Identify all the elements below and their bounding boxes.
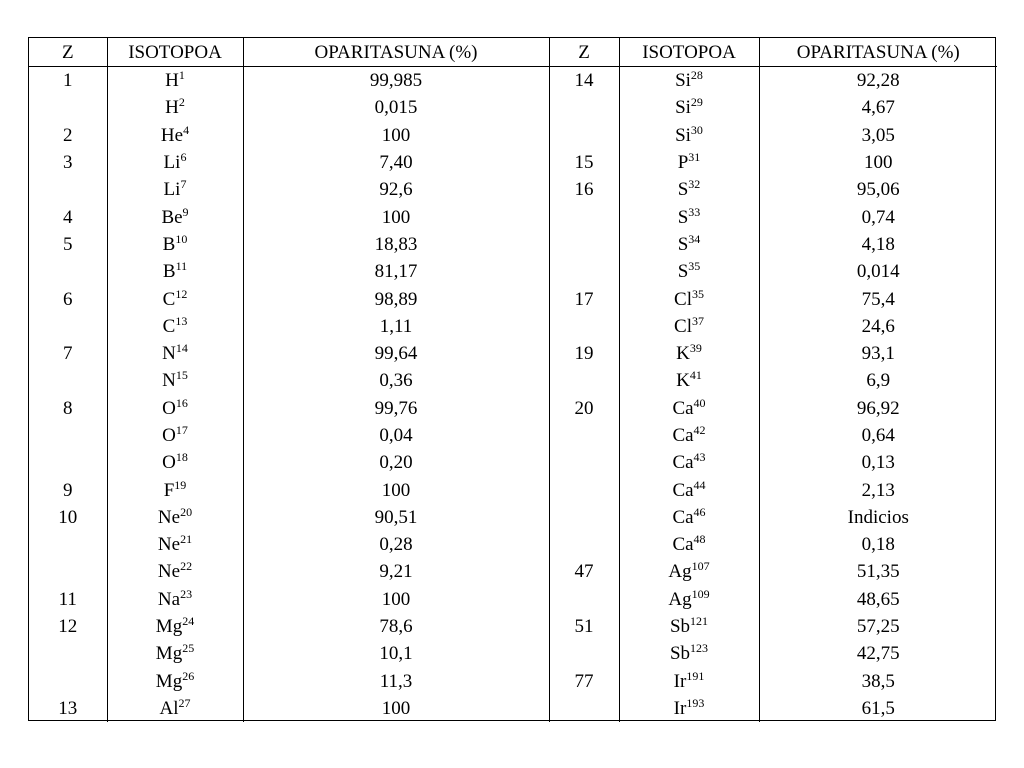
isotope-left <box>107 176 243 203</box>
mass-number: 23 <box>180 586 193 601</box>
isotope-left <box>107 640 243 667</box>
element-symbol: K <box>676 343 690 365</box>
header-z-left: Z <box>29 38 107 67</box>
mass-number: 7 <box>180 177 187 192</box>
table-row <box>29 176 997 203</box>
element-symbol: H <box>165 97 179 119</box>
isotope-left <box>107 149 243 176</box>
header-row <box>29 38 997 67</box>
isotope-right <box>619 449 759 476</box>
mass-number: 27 <box>178 695 191 710</box>
element-symbol: Mg <box>155 616 183 638</box>
atomic-number-left <box>29 558 107 585</box>
abundance-left: 10,1 <box>243 640 549 667</box>
table-row <box>29 476 997 503</box>
isotope-right <box>619 67 759 95</box>
isotope-right <box>619 94 759 121</box>
element-symbol: Si <box>675 97 691 119</box>
isotope-right <box>619 586 759 613</box>
mass-number: 42 <box>693 423 706 437</box>
mass-number: 25 <box>182 641 195 656</box>
mass-number: 191 <box>686 668 705 683</box>
atomic-number-left: 13 <box>58 697 78 719</box>
isotope-right <box>619 558 759 585</box>
table-row <box>29 340 997 367</box>
abundance-left: 18,83 <box>243 231 549 258</box>
element-symbol: He <box>160 124 184 146</box>
atomic-number-right <box>549 504 619 531</box>
element-symbol: Be <box>161 206 183 228</box>
table-row <box>29 613 997 640</box>
mass-number: 24 <box>182 614 195 629</box>
element-symbol: Mg <box>155 670 183 692</box>
isotope-right <box>619 640 759 667</box>
mass-number: 40 <box>693 395 706 410</box>
abundance-left: 78,6 <box>243 613 549 640</box>
abundance-right: 4,18 <box>759 231 997 258</box>
atomic-number-left: 4 <box>63 206 73 228</box>
isotope-left <box>107 504 243 531</box>
isotope-right <box>619 149 759 176</box>
abundance-left: 81,17 <box>243 258 549 285</box>
header-abundance-right: OPARITASUNA (%) <box>759 38 997 67</box>
isotope-right <box>619 504 759 531</box>
isotope-left <box>107 231 243 258</box>
abundance-right: 0,64 <box>759 422 997 449</box>
isotope-left <box>107 476 243 503</box>
element-symbol: Sb <box>669 616 691 638</box>
header-isotope-left: ISOTOPOA <box>107 38 243 67</box>
abundance-left: 7,40 <box>243 149 549 176</box>
abundance-left: 1,11 <box>243 313 549 340</box>
atomic-number-left: 6 <box>63 288 73 310</box>
abundance-left: 0,28 <box>243 531 549 558</box>
isotope-right <box>619 695 759 722</box>
abundance-right: 2,13 <box>759 476 997 503</box>
abundance-right: 0,18 <box>759 531 997 558</box>
mass-number: 29 <box>690 95 703 110</box>
isotope-right <box>619 203 759 230</box>
atomic-number-left <box>29 94 107 121</box>
abundance-right: 100 <box>759 149 997 176</box>
element-symbol: Ne <box>157 506 181 528</box>
mass-number: 16 <box>175 395 188 410</box>
atomic-number-left <box>29 176 107 203</box>
element-symbol: Ne <box>157 534 181 556</box>
atomic-number-left: 8 <box>63 397 73 419</box>
abundance-right: Indicios <box>759 504 997 531</box>
abundance-left: 90,51 <box>243 504 549 531</box>
table-row <box>29 695 997 722</box>
element-symbol: Al <box>159 697 179 719</box>
mass-number: 4 <box>183 122 190 137</box>
element-symbol: Si <box>675 124 691 146</box>
mass-number: 33 <box>688 204 701 219</box>
atomic-number-right <box>549 476 619 503</box>
abundance-right: 3,05 <box>759 122 997 149</box>
mass-number: 41 <box>689 368 702 383</box>
mass-number: 35 <box>691 286 704 301</box>
atomic-number-left <box>29 313 107 340</box>
mass-number: 35 <box>688 259 701 274</box>
isotope-left <box>107 122 243 149</box>
abundance-left: 9,21 <box>243 558 549 585</box>
atomic-number-right: 19 <box>549 340 619 367</box>
element-symbol: H <box>165 70 179 92</box>
atomic-number-left: 9 <box>63 479 73 501</box>
mass-number: 21 <box>180 532 193 547</box>
isotope-right <box>619 285 759 312</box>
abundance-right: 42,75 <box>759 640 997 667</box>
element-symbol: Ca <box>672 425 694 446</box>
abundance-left: 99,76 <box>243 395 549 422</box>
isotope-left <box>107 613 243 640</box>
mass-number: 107 <box>691 559 710 574</box>
element-symbol: P <box>677 152 689 174</box>
mass-number: 34 <box>688 231 701 246</box>
table-row <box>29 313 997 340</box>
abundance-right: 61,5 <box>759 695 997 722</box>
header-z-right: Z <box>549 38 619 67</box>
mass-number: 10 <box>175 231 188 246</box>
mass-number: 22 <box>180 559 193 574</box>
mass-number: 2 <box>178 95 185 110</box>
mass-number: 44 <box>693 477 706 492</box>
mass-number: 123 <box>690 641 709 656</box>
isotope-left <box>107 258 243 285</box>
atomic-number-left: 11 <box>58 588 77 610</box>
element-symbol: Ca <box>672 397 694 419</box>
atomic-number-right: 51 <box>549 613 619 640</box>
atomic-number-left: 1 <box>63 70 73 92</box>
atomic-number-left <box>29 449 107 476</box>
atomic-number-right: 15 <box>549 149 619 176</box>
abundance-left: 0,015 <box>243 94 549 121</box>
isotope-right <box>619 531 759 558</box>
mass-number: 32 <box>688 177 701 192</box>
element-symbol: N <box>162 370 176 392</box>
atomic-number-right <box>549 695 619 722</box>
atomic-number-right: 14 <box>549 67 619 95</box>
abundance-left: 98,89 <box>243 285 549 312</box>
atomic-number-right <box>549 531 619 558</box>
abundance-right: 0,74 <box>759 203 997 230</box>
isotope-right <box>619 258 759 285</box>
atomic-number-right: 16 <box>549 176 619 203</box>
atomic-number-left: 2 <box>63 124 73 146</box>
abundance-right: 95,06 <box>759 176 997 203</box>
table-row <box>29 531 997 558</box>
element-symbol: Cl <box>674 315 692 337</box>
mass-number: 15 <box>175 368 188 383</box>
atomic-number-right <box>549 122 619 149</box>
mass-number: 31 <box>688 150 701 165</box>
atomic-number-left: 3 <box>63 152 73 174</box>
isotope-right <box>619 476 759 503</box>
mass-number: 30 <box>690 122 703 137</box>
header-isotope-right: ISOTOPOA <box>619 38 759 67</box>
isotope-left <box>107 94 243 121</box>
atomic-number-left: 10 <box>58 506 78 528</box>
element-symbol: Ca <box>672 479 694 501</box>
element-symbol: N <box>162 343 176 365</box>
element-symbol: C <box>162 315 176 337</box>
isotope-right <box>619 367 759 394</box>
abundance-right: 57,25 <box>759 613 997 640</box>
table-row <box>29 422 997 449</box>
header-abundance-left: OPARITASUNA (%) <box>243 38 549 67</box>
abundance-right: 4,67 <box>759 94 997 121</box>
isotope-left <box>107 449 243 476</box>
mass-number: 26 <box>182 668 195 683</box>
atomic-number-right <box>549 203 619 230</box>
abundance-left: 0,04 <box>243 422 549 449</box>
table-row <box>29 640 997 667</box>
isotope-left <box>107 586 243 613</box>
element-symbol: B <box>162 261 176 283</box>
table-row <box>29 367 997 394</box>
atomic-number-right: 17 <box>549 285 619 312</box>
atomic-number-left: 12 <box>58 616 78 638</box>
isotope-left <box>107 558 243 585</box>
atomic-number-right <box>549 449 619 476</box>
isotope-right <box>619 668 759 695</box>
isotope-right <box>619 176 759 203</box>
mass-number: 121 <box>690 614 709 629</box>
element-symbol: Ca <box>672 534 694 556</box>
atomic-number-right <box>549 94 619 121</box>
atomic-number-right: 77 <box>549 668 619 695</box>
isotope-left <box>107 285 243 312</box>
element-symbol: O <box>162 452 176 474</box>
abundance-left: 100 <box>243 586 549 613</box>
element-symbol: Ag <box>668 561 692 583</box>
abundance-right: 51,35 <box>759 558 997 585</box>
element-symbol: Si <box>675 70 691 92</box>
mass-number: 1 <box>178 68 185 83</box>
table-row <box>29 231 997 258</box>
table-row <box>29 203 997 230</box>
table-row <box>29 149 997 176</box>
atomic-number-left <box>29 531 107 558</box>
isotope-right <box>619 395 759 422</box>
abundance-left: 100 <box>243 476 549 503</box>
table-row <box>29 94 997 121</box>
element-symbol: Na <box>157 588 181 610</box>
element-symbol: Ir <box>673 670 687 692</box>
abundance-right: 92,28 <box>759 67 997 95</box>
abundance-left: 99,985 <box>243 67 549 95</box>
mass-number: 28 <box>690 68 703 83</box>
element-symbol: S <box>677 206 689 228</box>
mass-number: 18 <box>175 450 188 465</box>
abundance-right: 24,6 <box>759 313 997 340</box>
element-symbol: Li <box>163 152 181 174</box>
mass-number: 19 <box>174 477 187 492</box>
atomic-number-left <box>29 668 107 695</box>
table-row <box>29 285 997 312</box>
element-symbol: C <box>162 288 176 310</box>
table-row <box>29 395 997 422</box>
table-row <box>29 449 997 476</box>
atomic-number-right <box>549 586 619 613</box>
isotope-right <box>619 422 759 449</box>
element-symbol: Cl <box>674 288 692 310</box>
abundance-right: 48,65 <box>759 586 997 613</box>
isotope-right <box>619 613 759 640</box>
atomic-number-right: 20 <box>549 395 619 422</box>
abundance-left: 100 <box>243 122 549 149</box>
element-symbol: B <box>162 233 176 255</box>
atomic-number-left <box>29 258 107 285</box>
mass-number: 37 <box>691 313 704 328</box>
atomic-number-right <box>549 258 619 285</box>
element-symbol: K <box>676 370 690 392</box>
atomic-number-left <box>29 367 107 394</box>
element-symbol: O <box>162 425 176 446</box>
mass-number: 11 <box>175 259 188 274</box>
element-symbol: Ir <box>673 697 687 719</box>
isotope-left <box>107 531 243 558</box>
atomic-number-left: 5 <box>63 233 73 255</box>
mass-number: 43 <box>693 450 706 465</box>
isotope-right <box>619 313 759 340</box>
isotope-left <box>107 668 243 695</box>
mass-number: 13 <box>175 313 188 328</box>
mass-number: 39 <box>689 341 702 356</box>
atomic-number-right <box>549 313 619 340</box>
isotope-left <box>107 203 243 230</box>
mass-number: 193 <box>686 695 705 710</box>
abundance-right: 96,92 <box>759 395 997 422</box>
abundance-right: 6,9 <box>759 367 997 394</box>
atomic-number-left <box>29 422 107 449</box>
isotope-left <box>107 695 243 722</box>
isotope-left <box>107 313 243 340</box>
abundance-right: 75,4 <box>759 285 997 312</box>
abundance-left: 100 <box>243 695 549 722</box>
element-symbol: Ca <box>672 506 694 528</box>
abundance-right: 0,014 <box>759 258 997 285</box>
isotope-right <box>619 122 759 149</box>
table-row <box>29 558 997 585</box>
atomic-number-left <box>29 640 107 667</box>
element-symbol: Ca <box>672 452 694 474</box>
element-symbol: Li <box>163 179 181 201</box>
element-symbol: Ne <box>157 561 181 583</box>
element-symbol: Sb <box>669 643 691 665</box>
isotope-table-frame <box>28 37 996 721</box>
atomic-number-left: 7 <box>63 343 73 365</box>
table-row <box>29 504 997 531</box>
element-symbol: O <box>162 397 176 419</box>
isotope-abundance-table <box>29 38 997 722</box>
abundance-right: 93,1 <box>759 340 997 367</box>
isotope-right <box>619 231 759 258</box>
mass-number: 9 <box>182 204 189 219</box>
abundance-left: 100 <box>243 203 549 230</box>
isotope-left <box>107 422 243 449</box>
mass-number: 6 <box>180 150 187 165</box>
element-symbol: S <box>677 233 689 255</box>
abundance-left: 11,3 <box>243 668 549 695</box>
isotope-left <box>107 67 243 95</box>
isotope-left <box>107 340 243 367</box>
mass-number: 14 <box>175 341 188 356</box>
abundance-left: 92,6 <box>243 176 549 203</box>
table-row <box>29 67 997 95</box>
mass-number: 12 <box>175 286 188 301</box>
isotope-left <box>107 367 243 394</box>
mass-number: 109 <box>691 586 710 601</box>
abundance-left: 0,20 <box>243 449 549 476</box>
mass-number: 17 <box>175 423 188 437</box>
element-symbol: Mg <box>155 643 183 665</box>
element-symbol: Ag <box>668 588 692 610</box>
mass-number: 20 <box>180 504 193 519</box>
atomic-number-right <box>549 422 619 449</box>
table-row <box>29 586 997 613</box>
isotope-left <box>107 395 243 422</box>
element-symbol: S <box>677 179 689 201</box>
table-row <box>29 258 997 285</box>
abundance-left: 0,36 <box>243 367 549 394</box>
atomic-number-right <box>549 231 619 258</box>
abundance-right: 38,5 <box>759 668 997 695</box>
mass-number: 46 <box>693 504 706 519</box>
atomic-number-right <box>549 640 619 667</box>
element-symbol: F <box>163 479 175 501</box>
table-row <box>29 122 997 149</box>
abundance-right: 0,13 <box>759 449 997 476</box>
element-symbol: S <box>677 261 689 283</box>
mass-number: 48 <box>693 532 706 547</box>
table-row <box>29 668 997 695</box>
isotope-right <box>619 340 759 367</box>
atomic-number-right: 47 <box>549 558 619 585</box>
atomic-number-right <box>549 367 619 394</box>
abundance-left: 99,64 <box>243 340 549 367</box>
